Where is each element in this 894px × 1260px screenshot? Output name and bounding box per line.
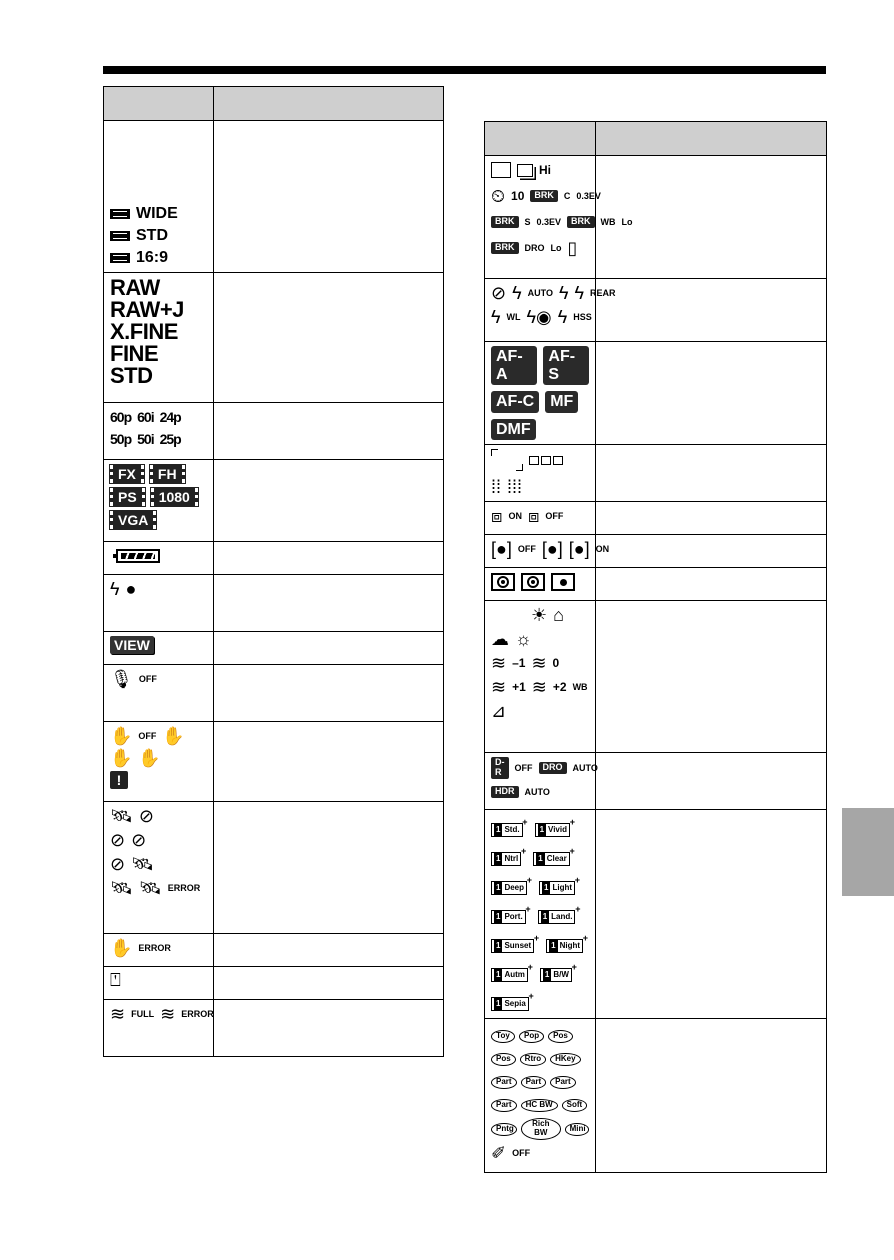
gps-no-signal-icon: ⊘	[110, 830, 126, 850]
remote-icon: ▯	[567, 238, 578, 258]
flash-icon: ϟ	[512, 283, 522, 303]
flash-icon: ϟ	[110, 579, 120, 599]
focus-dmf-icon: DMF	[491, 419, 536, 441]
hdr-auto-label: AUTO	[524, 787, 550, 798]
icon-cell	[485, 1019, 596, 1173]
table-row	[485, 156, 827, 279]
table-row	[485, 810, 827, 1019]
focus-area-wide-icon	[491, 449, 523, 471]
hdr-icon: HDR	[491, 786, 519, 798]
effect-off-label: OFF	[512, 1147, 531, 1158]
steadyshot-scene-icon: ✋	[138, 748, 161, 768]
effect-miniature-icon: Mini	[565, 1123, 589, 1136]
flash-hss-label: HSS	[573, 312, 592, 322]
dro-auto-icon: DRO	[539, 762, 567, 774]
desc-cell	[596, 535, 827, 568]
bracket-lo-label: Lo	[621, 217, 633, 227]
gps-error-label: ERROR	[167, 883, 201, 893]
style-standard-icon: 1 Std. +	[491, 823, 523, 837]
icon-cell	[104, 575, 214, 632]
gps-searching-icon: ⊘	[110, 854, 126, 874]
top-rule	[103, 66, 826, 74]
icon-cell	[104, 273, 214, 403]
steadyshot-movie-icon: ✋	[110, 748, 133, 768]
desc-cell	[596, 1019, 827, 1173]
style-neutral-icon: 1 Ntrl +	[491, 852, 521, 866]
smile-off-label: OFF	[545, 511, 564, 522]
battery-icon	[116, 549, 160, 563]
desc-cell	[214, 542, 444, 575]
table-row	[485, 445, 827, 502]
face-detect-icon: [●]	[491, 539, 512, 560]
icon-cell	[485, 535, 610, 568]
gps-satellite-icon: 🛰	[131, 854, 154, 874]
style-night-icon: 1 Night +	[546, 939, 583, 953]
focus-mf-icon: MF	[545, 391, 578, 413]
movie-ps-icon: PS	[110, 488, 145, 506]
flash-off-icon: ⊘	[491, 283, 507, 303]
style-deep-icon: 1 Deep +	[491, 881, 527, 895]
panorama-icon	[110, 253, 130, 263]
style-vivid-icon: 1 Vivid +	[535, 823, 570, 837]
gps-signal-icon: 🛰	[110, 806, 133, 826]
desc-cell	[214, 665, 444, 722]
header-cell-icon	[485, 122, 596, 156]
table-row	[104, 121, 444, 273]
bracket-icon: BRK	[530, 190, 558, 202]
fps-50i-icon: 50i	[137, 431, 154, 447]
metering-spot-icon	[551, 573, 575, 591]
steadyshot-off-label: OFF	[138, 731, 157, 741]
effect-pop-icon: Pop	[519, 1030, 544, 1043]
icon-cell	[104, 934, 214, 967]
continuous-shot-icon	[517, 164, 533, 177]
quality-rawj-icon: RAW+J	[110, 297, 184, 322]
right-icon-table	[484, 121, 827, 1173]
flash-redeye-icon: ϟ◉	[526, 307, 552, 327]
charge-dot-icon: ●	[125, 579, 137, 599]
focus-area-spot-icon: ⁞⁞	[491, 477, 502, 498]
table-row	[104, 934, 444, 967]
desc-cell	[214, 403, 444, 460]
incandescent-icon: ☼	[515, 629, 532, 650]
desc-cell	[214, 934, 444, 967]
desc-cell	[214, 967, 444, 1000]
fluorescent-icon: ≋	[531, 653, 547, 674]
bracket-wb-label: WB	[600, 217, 616, 227]
table-row	[485, 1019, 827, 1173]
effect-partcolor-y-icon: Part	[491, 1099, 517, 1112]
effect-toy-icon: Toy	[491, 1030, 515, 1043]
effect-highkey-icon: HKey	[550, 1053, 580, 1066]
header-cell-desc	[596, 122, 827, 156]
table-row	[104, 722, 444, 802]
focus-area-zone-icon	[529, 456, 563, 465]
fps-60p-icon: 60p	[110, 409, 132, 425]
style-autumn-icon: 1 Autm +	[491, 968, 528, 982]
desc-cell	[596, 445, 827, 502]
self-timer-label: 10	[511, 189, 525, 203]
metering-center-icon	[521, 573, 545, 591]
icon-cell	[104, 403, 214, 460]
panorama-169-label: 16:9	[136, 249, 169, 266]
icon-cell	[485, 753, 596, 810]
fluorescent-minus1-label: –1	[512, 656, 526, 671]
bracket-icon: BRK	[491, 216, 519, 228]
fluorescent-icon: ≋	[491, 677, 507, 698]
desc-cell	[214, 802, 444, 934]
effect-softfocus-icon: Soft	[562, 1099, 588, 1112]
gps-no-signal-icon: ⊘	[138, 806, 154, 826]
desc-cell	[214, 632, 444, 665]
desc-cell	[214, 460, 444, 542]
steadyshot-camera-icon: ✋	[162, 726, 185, 746]
table-header-row	[485, 122, 827, 156]
face-on-label: ON	[595, 544, 610, 555]
flash-icon: ϟ	[558, 283, 569, 303]
smile-shutter-icon: ⧈	[491, 506, 503, 527]
movie-1080-icon: 1080	[151, 488, 198, 506]
quality-std-icon: STD	[110, 363, 153, 388]
desc-cell	[214, 273, 444, 403]
bracket-lo-label: Lo	[550, 243, 562, 253]
view-icon: VIEW	[110, 636, 154, 654]
desc-cell	[596, 279, 827, 342]
effect-posterization-bw-icon: Pos	[491, 1053, 516, 1066]
quality-xfine-icon: X.FINE	[110, 319, 178, 344]
desc-cell	[214, 722, 444, 802]
table-row	[485, 279, 827, 342]
desc-cell	[596, 810, 827, 1019]
wb-flash-label: WB	[572, 682, 588, 693]
flash-auto-label: AUTO	[527, 288, 553, 298]
icon-cell	[104, 665, 214, 722]
icon-cell	[104, 967, 214, 1000]
warning-icon: !	[110, 771, 128, 789]
database-icon: ≋	[110, 1004, 126, 1024]
panorama-wide-label: WIDE	[136, 205, 178, 222]
table-row	[104, 665, 444, 722]
steadyshot-error-label: ERROR	[138, 943, 171, 953]
table-row	[485, 753, 827, 810]
style-portrait-icon: 1 Port. +	[491, 910, 526, 924]
quality-raw-icon: RAW	[110, 275, 160, 300]
icon-cell	[104, 460, 214, 542]
fps-24p-icon: 24p	[159, 409, 181, 425]
effect-richbw-icon: Rich BW	[521, 1118, 561, 1140]
daylight-icon: ☀	[531, 605, 548, 626]
table-row	[104, 632, 444, 665]
smile-on-label: ON	[508, 511, 522, 522]
fluorescent-zero-label: 0	[552, 656, 560, 671]
flash-icon: ϟ	[557, 307, 568, 327]
effect-posterization-icon: Pos	[548, 1030, 573, 1043]
fps-60i-icon: 60i	[137, 409, 154, 425]
style-landscape-icon: 1 Land. +	[538, 910, 576, 924]
continuous-hi-label: Hi	[539, 163, 551, 177]
face-off-label: OFF	[517, 544, 536, 555]
database-error-label: ERROR	[181, 1009, 214, 1019]
effect-off-icon: ✐	[491, 1142, 507, 1163]
flash-rear-label: REAR	[590, 288, 616, 298]
header-cell-icon	[104, 87, 214, 121]
flash-icon: ϟ	[574, 283, 585, 303]
database-full-label: FULL	[131, 1009, 155, 1019]
desc-cell	[214, 575, 444, 632]
desc-cell	[596, 753, 827, 810]
quality-fine-icon: FINE	[110, 341, 159, 366]
movie-fh-icon: FH	[150, 465, 185, 483]
custom-wb-icon: ⊿	[491, 701, 507, 722]
style-sepia-icon: 1 Sepia +	[491, 997, 529, 1011]
icon-cell	[104, 802, 214, 934]
flash-icon: ϟ	[491, 307, 501, 327]
bracket-icon: BRK	[567, 216, 595, 228]
panorama-std-label: STD	[136, 227, 168, 244]
bracket-s-label: S	[524, 217, 531, 227]
table-row	[485, 502, 827, 535]
table-row	[104, 403, 444, 460]
bracket-ev-label: 0.3EV	[536, 217, 562, 227]
shade-icon: ⌂	[553, 605, 565, 626]
table-row	[104, 967, 444, 1000]
focus-area-local-icon: ⁞⁞⁞	[507, 477, 523, 498]
icon-cell	[485, 342, 596, 445]
mic-off-label: OFF	[138, 674, 157, 684]
metering-multi-icon	[491, 573, 515, 591]
self-timer-icon: ⏲	[491, 186, 506, 206]
desc-cell	[596, 568, 827, 601]
cloudy-icon: ☁	[491, 629, 509, 650]
desc-cell	[596, 502, 827, 535]
table-row	[104, 802, 444, 934]
panorama-icon	[110, 231, 130, 241]
dro-off-icon: D-R	[491, 757, 509, 779]
icon-cell	[485, 445, 596, 502]
style-sunset-icon: 1 Sunset +	[491, 939, 534, 953]
section-side-tab	[842, 808, 894, 896]
header-cell-desc	[214, 87, 444, 121]
database-icon: ≋	[160, 1004, 176, 1024]
table-row	[104, 273, 444, 403]
bracket-icon: BRK	[491, 242, 519, 254]
flash-wl-label: WL	[506, 312, 521, 322]
style-bw-icon: 1 B/W +	[540, 968, 572, 982]
icon-cell	[104, 121, 214, 273]
fps-50p-icon: 50p	[110, 431, 132, 447]
smile-shutter-icon: ⧈	[527, 506, 540, 527]
icon-cell	[104, 722, 214, 802]
icon-cell	[104, 542, 214, 575]
icon-cell	[485, 568, 596, 601]
fluorescent-plus1-label: +1	[512, 680, 526, 695]
fluorescent-icon: ≋	[491, 653, 507, 674]
steadyshot-hand-icon: ✋	[110, 726, 133, 746]
focus-afs-icon: AF-S	[543, 346, 589, 385]
table-row	[104, 575, 444, 632]
left-icon-table	[103, 86, 444, 1057]
single-shot-icon	[491, 162, 511, 178]
steadyshot-hand-icon: ✋	[110, 938, 133, 958]
table-row	[104, 460, 444, 542]
table-row	[485, 568, 827, 601]
gps-no-signal-icon: ⊘	[131, 830, 147, 850]
fluorescent-plus2-label: +2	[552, 680, 567, 695]
movie-fx-icon: FX	[110, 465, 144, 483]
icon-cell	[485, 810, 596, 1019]
dro-auto-label: AUTO	[572, 763, 598, 774]
desc-cell	[596, 601, 827, 753]
gps-signal-icon: 🛰	[110, 878, 133, 898]
effect-hcbw-icon: HC BW	[521, 1099, 558, 1112]
focus-afa-icon: AF-A	[491, 346, 537, 385]
dro-off-label: OFF	[514, 763, 533, 774]
effect-partcolor-g-icon: Part	[521, 1076, 547, 1089]
face-detect-icon: [●]	[568, 539, 590, 560]
style-light-icon: 1 Light +	[539, 881, 575, 895]
fps-25p-icon: 25p	[159, 431, 181, 447]
bracket-dro-label: DRO	[524, 243, 545, 253]
bracket-ev-label: 0.3EV	[576, 191, 601, 201]
focus-afc-icon: AF-C	[491, 391, 539, 413]
table-row	[485, 601, 827, 753]
table-header-row	[104, 87, 444, 121]
effect-retro-icon: Rtro	[520, 1053, 546, 1066]
panorama-icon	[110, 209, 130, 219]
style-clear-icon: 1 Clear +	[533, 852, 569, 866]
desc-cell	[214, 121, 444, 273]
overheat-icon: ⍞	[110, 970, 121, 990]
table-row	[485, 342, 827, 445]
face-register-icon: [●]	[541, 539, 563, 560]
icon-cell	[104, 632, 214, 665]
table-row	[485, 535, 827, 568]
icon-cell	[485, 601, 596, 753]
effect-partcolor-r-icon: Part	[491, 1076, 517, 1089]
effect-partcolor-b-icon: Part	[550, 1076, 576, 1089]
icon-cell	[485, 502, 596, 535]
table-row	[104, 1000, 444, 1057]
table-row	[104, 542, 444, 575]
fluorescent-icon: ≋	[531, 677, 547, 698]
icon-cell	[485, 279, 616, 342]
bracket-c-label: C	[563, 191, 571, 201]
gps-error-icon: 🛰	[138, 878, 162, 898]
effect-painting-icon: Pntg	[491, 1123, 517, 1136]
movie-vga-icon: VGA	[110, 511, 156, 529]
icon-cell	[485, 156, 633, 279]
desc-cell	[596, 342, 827, 445]
desc-cell	[214, 1000, 444, 1057]
microphone-icon: 🎙	[110, 669, 133, 689]
icon-cell	[104, 1000, 214, 1057]
